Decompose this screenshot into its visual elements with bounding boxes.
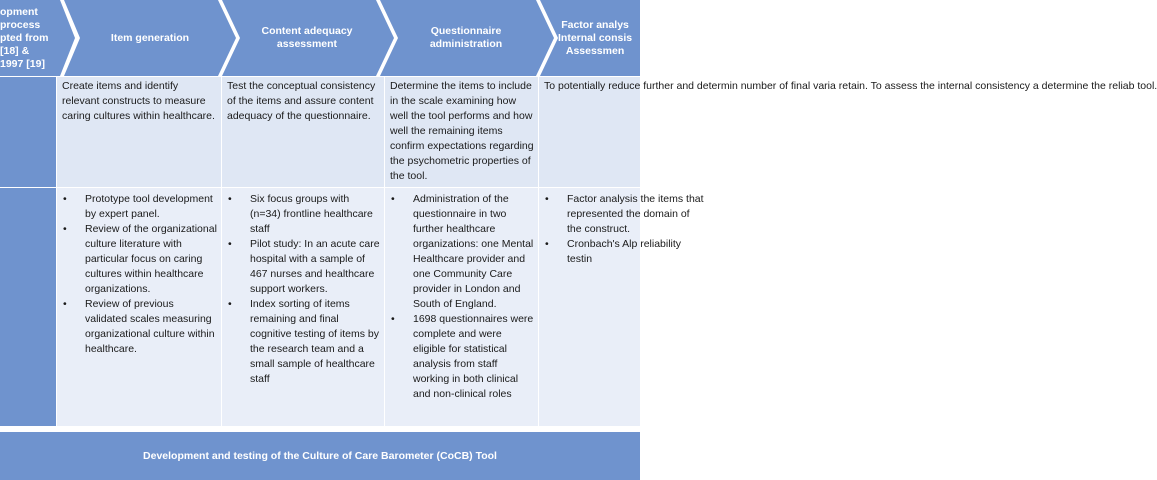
activities-cell-2 (222, 188, 384, 426)
activity-item: • Review of the organizational culture literature with particular focus on caring cultures within healthcare organizations. (57, 222, 217, 297)
stage-2-title: Content adequacy assessment (261, 25, 353, 50)
activities-cell-4 (539, 188, 704, 426)
activity-item: • Index sorting of items remaining and final cognitive testing of items by the research team and a small sample of healthcare staff (222, 297, 380, 387)
stage-4-title: Factor analys Internal consis Assessmen (558, 18, 633, 57)
activity-item: • Prototype tool development by expert panel. (57, 192, 217, 222)
left-row-label-activities (0, 188, 56, 426)
purpose-cell-2: Test the conceptual consistency of the items and assure content adequacy of the questionnaire. (222, 77, 384, 187)
stage-3-title: Questionnaire administration (429, 25, 503, 50)
activity-item: • Six focus groups with (n=34) frontline healthcare staff (222, 192, 380, 237)
stage-0-label: opment process pted from [18] & 1997 [19] (0, 5, 49, 70)
purpose-cell-3: Determine the items to include in the scale examining how well the tool performs and how well the remaining items confirm expectations regarding the psychometric properties of the tool. (385, 77, 538, 187)
activity-item: • Factor analysis the items that represented the domain of the construct. (539, 192, 707, 237)
activity-item: • Administration of the questionnaire in two further healthcare organizations: one Mental Healthcare provider and one Community Care provider in London and South of England. (385, 192, 534, 312)
purpose-cell-1: Create items and identify relevant constructs to measure caring cultures within healthcare. (57, 77, 221, 187)
activity-item: • Pilot study: In an acute care hospital with a sample of 467 nurses and healthcare support workers. (222, 237, 380, 297)
left-row-label-purpose (0, 77, 56, 187)
activities-cell-1 (57, 188, 221, 426)
activity-item: • Review of previous validated scales measuring organizational culture within healthcare. (57, 297, 217, 357)
activity-item: • Cronbach's Alp reliability testin (539, 237, 707, 267)
purpose-cell-4: To potentially reduce further and determin number of final varia retain. To assess the internal consistency a determine the reliab tool. (539, 77, 640, 187)
stage-1-title: Item generation (110, 31, 190, 44)
activities-cell-3 (385, 188, 538, 426)
footer-banner: Development and testing of the Culture of Care Barometer (CoCB) Tool (0, 432, 640, 480)
activity-item: • 1698 questionnaires were complete and were eligible for statistical analysis from staff working in both clinical and non-clinical roles (385, 312, 534, 402)
